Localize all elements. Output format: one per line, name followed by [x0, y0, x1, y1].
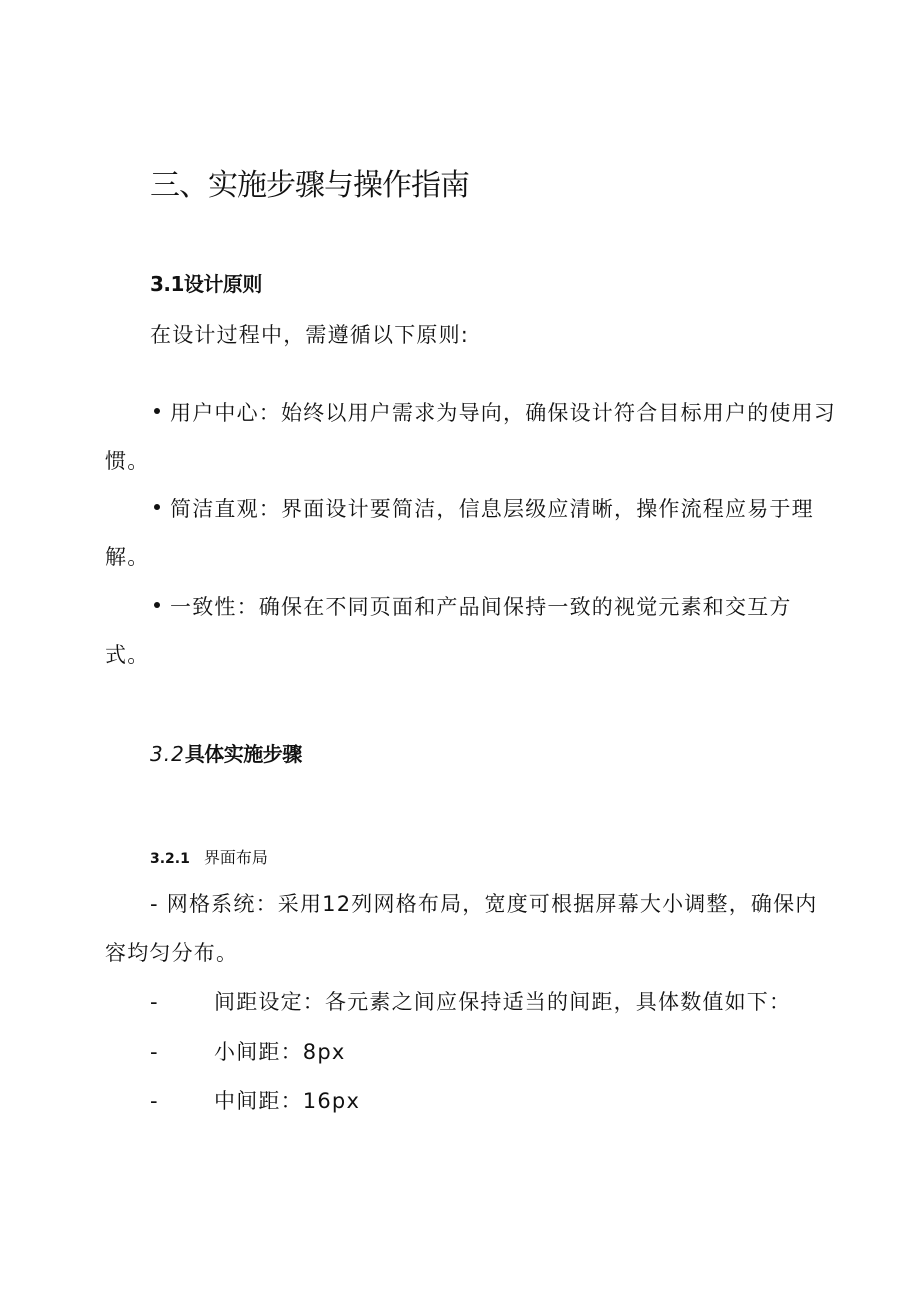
bullet-dot-icon [154, 408, 160, 414]
bullet-text-continued: 惯。 [105, 449, 150, 473]
section-3-1-intro: 在设计过程中，需遵循以下原则: [150, 323, 470, 347]
small-spacing-item [150, 1037, 346, 1067]
medium-spacing-text: 中间距：16px [214, 1089, 361, 1113]
grid-system-text: 网格系统：采用12列网格布局，宽度可根据屏幕大小调整，确保内 [166, 892, 818, 916]
bullet-text: 一致性：确保在不同页面和产品间保持一致的视觉元素和交互方 [170, 595, 792, 619]
section-3-2-1-title [150, 846, 268, 871]
dash-marker: - [150, 892, 159, 916]
spacing-setting-item [150, 987, 791, 1017]
bullet-text: 简洁直观：界面设计要简洁，信息层级应清晰，操作流程应易于理 [170, 497, 814, 521]
dash-marker: - [150, 990, 159, 1014]
bullet-dot-icon [154, 504, 160, 510]
section-3-2-title [150, 740, 302, 768]
bullet-text-continued: 解。 [105, 545, 150, 569]
subsection-number: 3.2.1 [150, 851, 190, 867]
bullet-item-user-center [150, 398, 836, 428]
grid-system-item [150, 889, 818, 919]
section-text: 具体实施步骤 [184, 742, 302, 766]
bullet-item-consistency [150, 592, 792, 622]
grid-system-text-continued: 容均匀分布。 [105, 941, 239, 965]
dash-marker: - [150, 1040, 159, 1064]
subsection-text: 界面布局 [203, 848, 268, 867]
section-3-1-title: 3.1设计原则 [150, 272, 262, 296]
small-spacing-text: 小间距：8px [214, 1040, 346, 1064]
spacing-setting-text: 间距设定：各元素之间应保持适当的间距，具体数值如下： [214, 990, 792, 1014]
section-number: 3.2 [150, 742, 185, 766]
bullet-text-continued: 式。 [105, 643, 150, 667]
bullet-dot-icon [154, 602, 160, 608]
medium-spacing-item [150, 1086, 360, 1116]
chapter-title: 三、实施步骤与操作指南 [150, 168, 469, 203]
dash-marker: - [150, 1089, 159, 1113]
bullet-item-simple-intuitive [150, 494, 814, 524]
bullet-text: 用户中心：始终以用户需求为导向，确保设计符合目标用户的使用习 [170, 401, 836, 425]
